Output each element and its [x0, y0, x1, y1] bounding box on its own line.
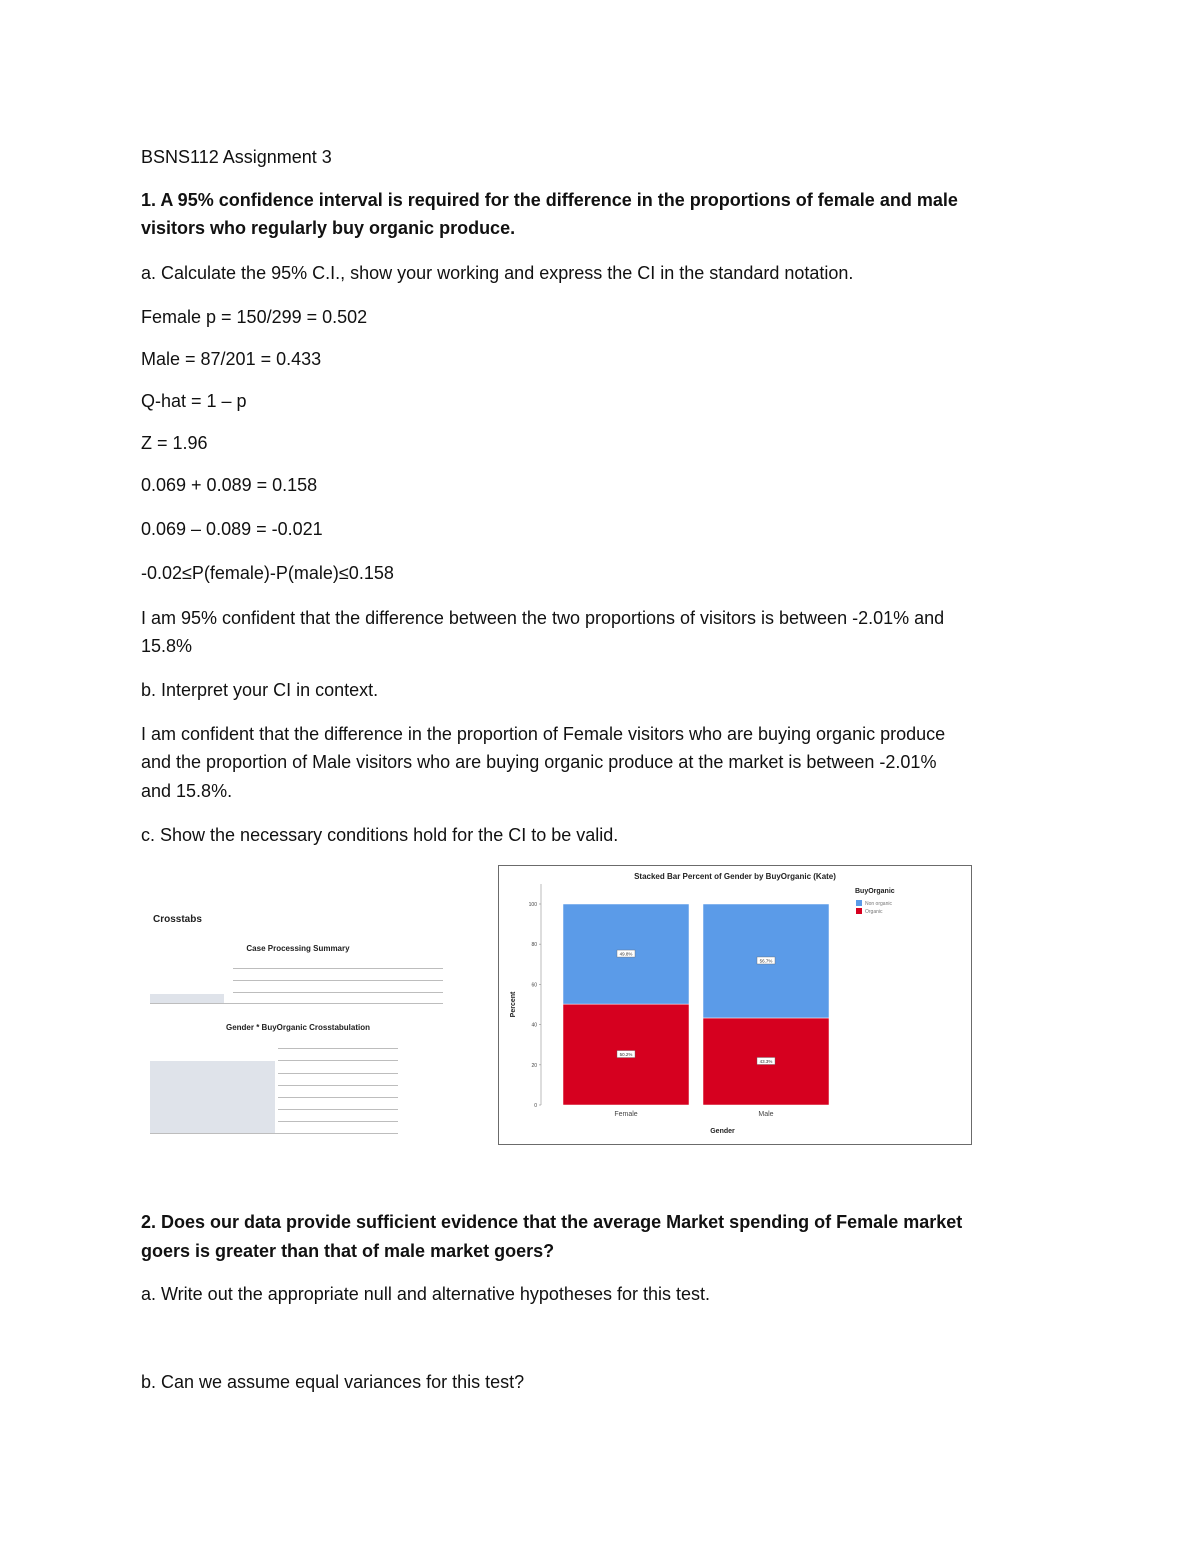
q-hat: Q-hat = 1 – p: [141, 391, 247, 411]
ci-notation: -0.02≤P(female)-P(male)≤0.158: [141, 563, 394, 583]
data-label: 43.3%: [759, 1058, 773, 1064]
confidence-statement-2: 15.8%: [141, 636, 193, 656]
y-tick-label: 80: [531, 942, 537, 949]
legend-title: BuyOrganic: [855, 888, 895, 895]
y-axis-label: Percent: [510, 991, 517, 1018]
upper-calc: 0.069 + 0.089 = 0.158: [141, 475, 318, 495]
y-tick-label: 20: [531, 1062, 537, 1069]
z-value: Z = 1.96: [141, 433, 208, 453]
y-tick-label: 40: [531, 1022, 537, 1029]
y-tick-label: 100: [528, 902, 537, 908]
x-tick-label: Male: [758, 1111, 774, 1118]
chart-title: Stacked Bar Percent of Gender by BuyOrganic (Kate): [634, 872, 836, 881]
crosstabulation-title: Gender * BuyOrganic Crosstabulation: [225, 1023, 371, 1032]
question-1b: b. Interpret your CI in context.: [141, 680, 379, 700]
legend-swatch: [856, 900, 862, 906]
crosstabs-output-image: [148, 908, 448, 1138]
interpretation-1: I am confident that the difference in the proportion of Female visitors who are buying organic produce: [141, 724, 946, 744]
case-processing-summary-title: Case Processing Summary: [246, 944, 350, 953]
legend-swatch: [856, 908, 862, 914]
y-tick-label: 60: [531, 982, 537, 989]
question-2-line-1: 2. Does our data provide sufficient evidence that the average Market spending of Female market: [141, 1212, 963, 1232]
question-1-line-2: visitors who regularly buy organic produce.: [141, 218, 516, 238]
data-label: 49.8%: [619, 951, 633, 957]
crosstabs-heading: Crosstabs: [153, 914, 202, 925]
data-label: 50.2%: [619, 1052, 633, 1058]
x-tick-label: Female: [614, 1111, 638, 1118]
female-proportion: Female p = 150/299 = 0.502: [141, 307, 368, 327]
question-1a: a. Calculate the 95% C.I., show your working and express the CI in the standard notation.: [141, 263, 854, 283]
question-1c: c. Show the necessary conditions hold for the CI to be valid.: [141, 825, 619, 845]
data-label: 56.7%: [759, 958, 773, 964]
y-tick-label: 0: [534, 1103, 537, 1109]
stacked-bar-chart: [498, 865, 972, 1145]
document-title: BSNS112 Assignment 3: [141, 147, 332, 167]
male-proportion: Male = 87/201 = 0.433: [141, 349, 322, 369]
question-2-line-2: goers is greater than that of male market goers?: [141, 1241, 555, 1261]
legend-label: Non organic: [865, 901, 892, 907]
interpretation-2: and the proportion of Male visitors who are buying organic produce at the market is between -2.01%: [141, 752, 937, 772]
question-1-line-1: 1. A 95% confidence interval is required for the difference in the proportions of female and male: [141, 190, 958, 210]
x-axis-label: Gender: [710, 1128, 735, 1135]
lower-calc: 0.069 – 0.089 = -0.021: [141, 519, 323, 539]
legend-label: Organic: [865, 909, 883, 915]
question-2b: b. Can we assume equal variances for this test?: [141, 1372, 525, 1392]
question-2a: a. Write out the appropriate null and alternative hypotheses for this test.: [141, 1284, 710, 1304]
confidence-statement-1: I am 95% confident that the difference between the two proportions of visitors is between -2.01% and: [141, 608, 945, 628]
interpretation-3: and 15.8%.: [141, 781, 233, 801]
